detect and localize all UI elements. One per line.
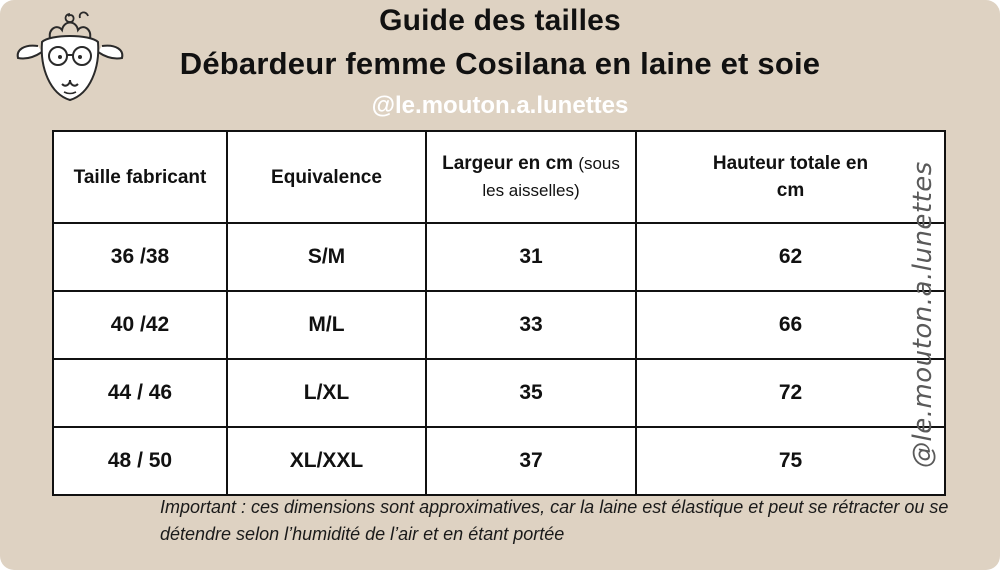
table-row — [53, 359, 945, 427]
size-table — [52, 130, 946, 496]
cell-taille: 44 / 46 — [53, 359, 227, 427]
cell-taille: 40 /42 — [53, 291, 227, 359]
header-sublabel: (sous les aisselles) — [482, 154, 620, 200]
cell-equivalence: M/L — [227, 291, 426, 359]
cell-taille: 36 /38 — [53, 223, 227, 291]
cell-equivalence: L/XL — [227, 359, 426, 427]
cell-hauteur: 75 — [636, 427, 945, 495]
product-title: Débardeur femme Cosilana en laine et soie — [179, 46, 821, 81]
cell-equivalence: XL/XXL — [227, 427, 426, 495]
cell-largeur: 33 — [426, 291, 636, 359]
cell-taille: 48 / 50 — [53, 427, 227, 495]
table-header-row — [53, 131, 945, 223]
header-hauteur — [636, 131, 945, 223]
header-label: Taille fabricant — [73, 166, 207, 188]
header-taille-fabricant — [53, 131, 227, 223]
cell-largeur: 37 — [426, 427, 636, 495]
table-row — [53, 291, 945, 359]
cell-hauteur: 72 — [636, 359, 945, 427]
watermark: @le.mouton.a.lunettes — [908, 161, 938, 468]
cell-hauteur: 66 — [636, 291, 945, 359]
cell-largeur: 35 — [426, 359, 636, 427]
cell-equivalence: S/M — [227, 223, 426, 291]
table-row — [53, 223, 945, 291]
header-largeur — [426, 131, 636, 223]
disclaimer-note: Important : ces dimensions sont approximatives, car la laine est élastique et peut se rétracter ou se détendre selon l’humidité de l’air et en étant portée — [160, 497, 949, 544]
cell-largeur: 31 — [426, 223, 636, 291]
header-label: Equivalence — [271, 166, 382, 188]
instagram-handle: @le.mouton.a.lunettes — [371, 92, 629, 119]
table-row — [53, 427, 945, 495]
header-label: Hauteur totale en cm — [712, 153, 869, 201]
cell-hauteur: 62 — [636, 223, 945, 291]
header-equivalence — [227, 131, 426, 223]
header-label: Largeur en cm — [442, 153, 574, 174]
page-title: Guide des tailles — [379, 4, 621, 37]
